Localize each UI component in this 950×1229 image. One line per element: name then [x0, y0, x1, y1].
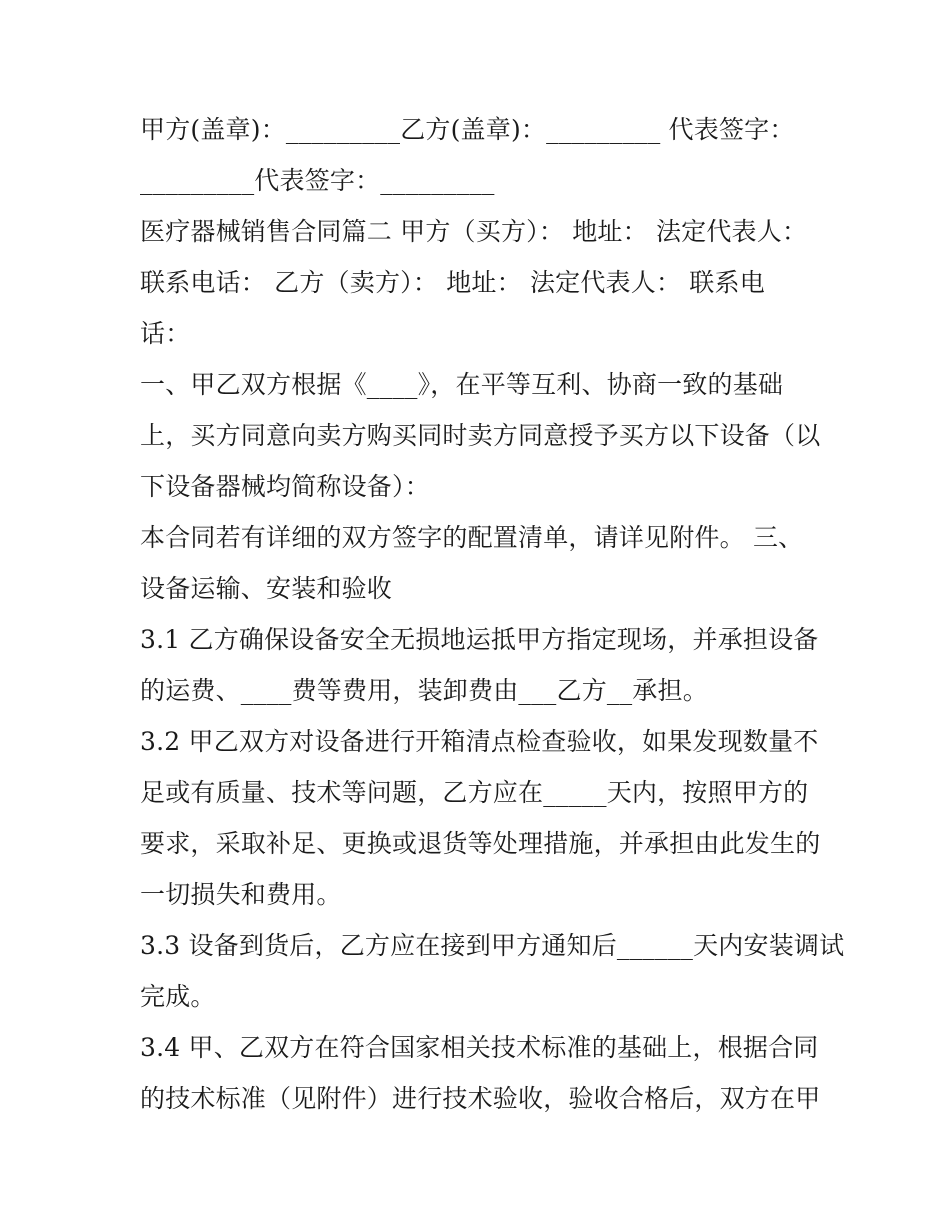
document-body [140, 104, 845, 1124]
text-line: 足或有质量、技术等问题，乙方应在_____天内，按照甲方的 [140, 778, 809, 807]
text-line: 一、甲乙双方根据《____》，在平等互利、协商一致的基础 [140, 370, 784, 399]
text-line: 设备运输、安装和验收 [140, 574, 393, 603]
text-line: 3.2 甲乙双方对设备进行开箱清点检查验收，如果发现数量不 [140, 727, 819, 756]
text-line: 医疗器械销售合同篇二 甲方（买方）： 地址： 法定代表人： [140, 217, 808, 246]
text-line: 本合同若有详细的双方签字的配置清单，请详见附件。 三、 [140, 523, 804, 552]
text-line: 联系电话： 乙方（卖方）： 地址： 法定代表人： 联系电 [140, 268, 765, 297]
text-line: 完成。 [140, 982, 216, 1011]
text-line: 下设备器械均简称设备）： [140, 472, 430, 501]
text-line: 3.3 设备到货后，乙方应在接到甲方通知后______天内安装调试 [140, 931, 845, 960]
text-line: _________代表签字：_________ [140, 166, 495, 195]
text-line: 3.1 乙方确保设备安全无损地运抵甲方指定现场，并承担设备 [140, 625, 819, 654]
text-line: 一切损失和费用。 [140, 880, 342, 909]
text-line: 要求，采取补足、更换或退货等处理措施，并承担由此发生的 [140, 829, 821, 858]
text-line: 的运费、____费等费用，装卸费由___乙方__承担。 [140, 676, 708, 705]
text-line: 3.4 甲、乙双方在符合国家相关技术标准的基础上，根据合同 [140, 1033, 819, 1062]
text-line: 的技术标准（见附件）进行技术验收，验收合格后，双方在甲 [140, 1084, 821, 1113]
text-line: 甲方(盖章)：_________乙方(盖章)：_________ 代表签字： [140, 115, 795, 144]
text-line: 上，买方同意向卖方购买同时卖方同意授予买方以下设备（以 [140, 421, 821, 450]
text-line: 话： [140, 319, 191, 348]
